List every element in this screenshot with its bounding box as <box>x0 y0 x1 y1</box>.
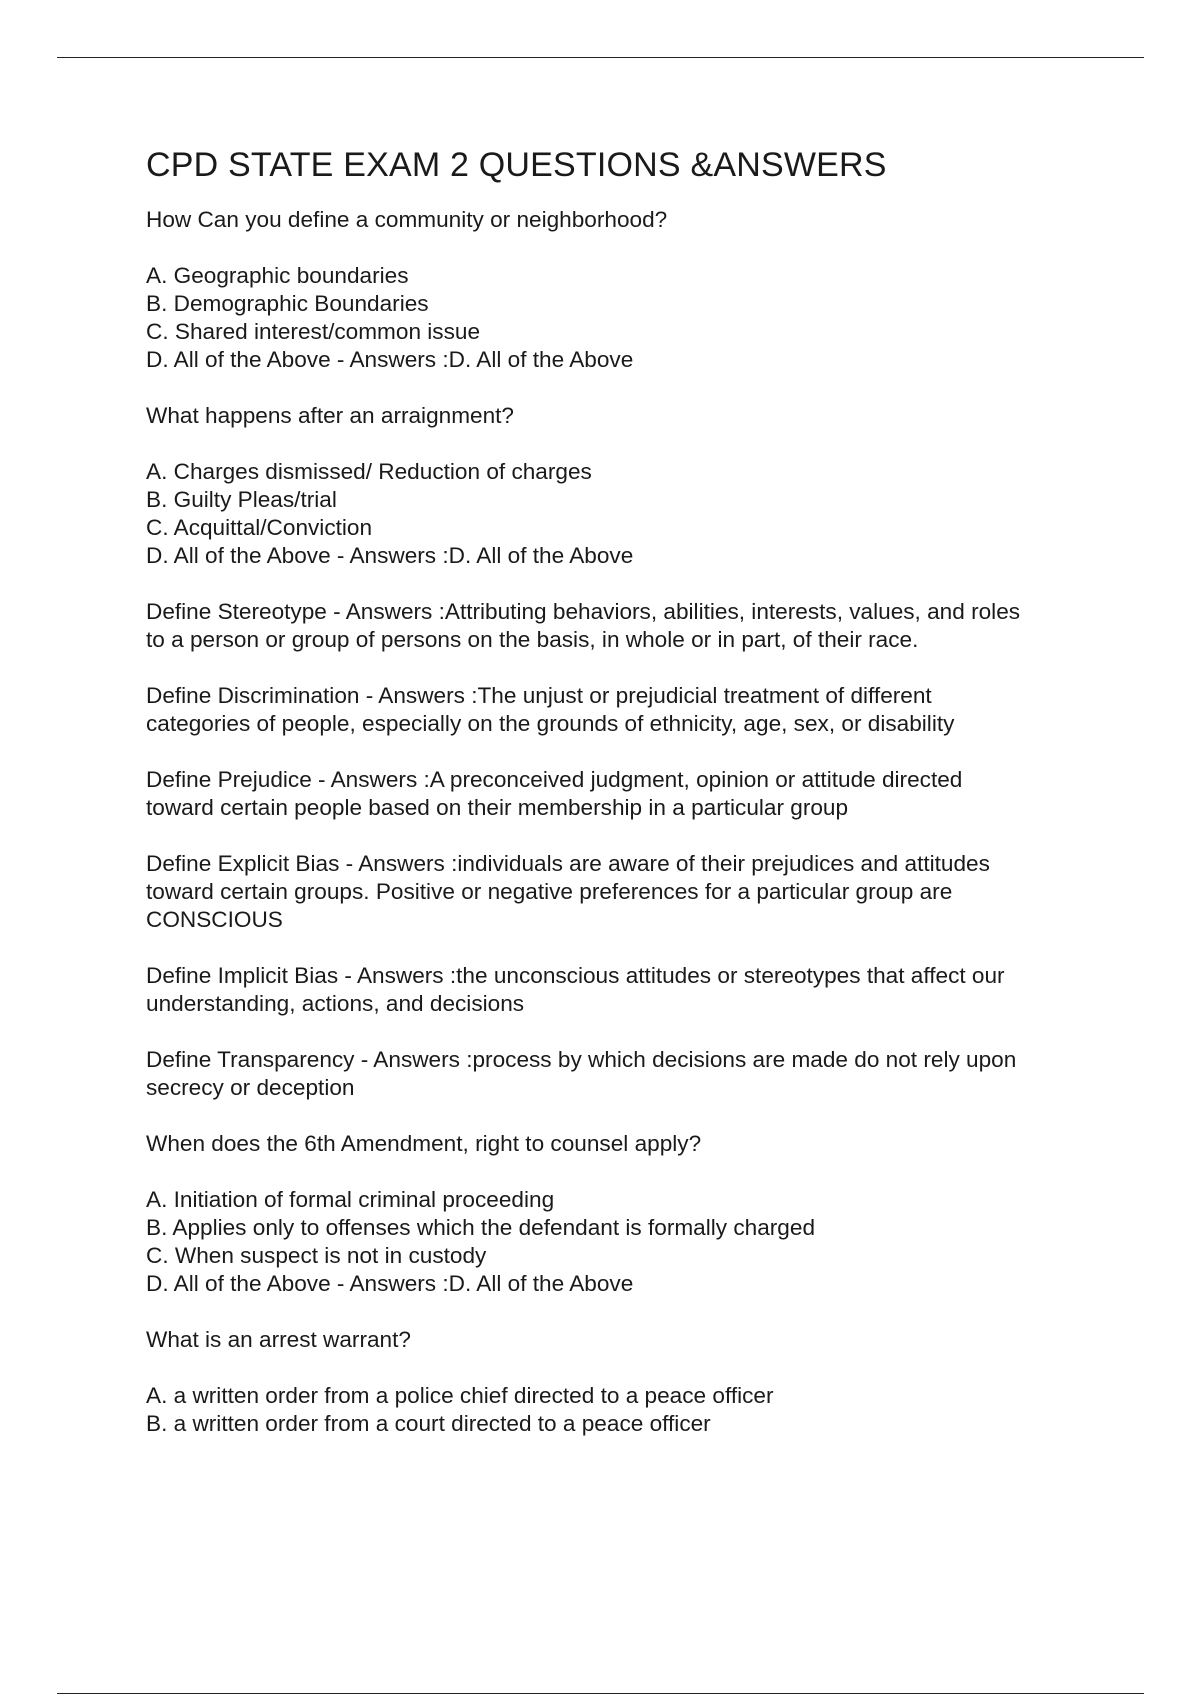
text-block <box>146 206 1106 234</box>
text-line: Define Prejudice - Answers :A preconceived judgment, opinion or attitude directed <box>146 767 963 792</box>
text-line: CONSCIOUS <box>146 907 283 932</box>
text-line: understanding, actions, and decisions <box>146 991 525 1016</box>
text-line: A. a written order from a police chief directed to a peace officer <box>146 1383 774 1408</box>
text-line: A. Charges dismissed/ Reduction of charges <box>146 459 592 484</box>
text-line: A. Initiation of formal criminal proceeding <box>146 1187 555 1212</box>
text-block <box>146 458 1106 570</box>
text-block <box>146 962 1106 1018</box>
document-title: CPD STATE EXAM 2 QUESTIONS &ANSWERS <box>146 146 887 184</box>
text-block <box>146 766 1106 822</box>
text-line: toward certain groups. Positive or negative preferences for a particular group are <box>146 879 953 904</box>
text-line: What is an arrest warrant? <box>146 1327 411 1352</box>
text-block <box>146 262 1106 374</box>
text-line: When does the 6th Amendment, right to counsel apply? <box>146 1131 702 1156</box>
text-line: D. All of the Above - Answers :D. All of the Above <box>146 347 634 372</box>
text-line: Define Stereotype - Answers :Attributing behaviors, abilities, interests, values, and roles <box>146 599 1021 624</box>
text-line: to a person or group of persons on the basis, in whole or in part, of their race. <box>146 627 919 652</box>
text-line: A. Geographic boundaries <box>146 263 409 288</box>
text-line: C. When suspect is not in custody <box>146 1243 487 1268</box>
text-line: toward certain people based on their membership in a particular group <box>146 795 849 820</box>
text-block <box>146 402 1106 430</box>
text-line: D. All of the Above - Answers :D. All of the Above <box>146 543 634 568</box>
text-line: C. Acquittal/Conviction <box>146 515 373 540</box>
text-line: B. a written order from a court directed to a peace officer <box>146 1411 711 1436</box>
text-block <box>146 1326 1106 1354</box>
text-line: categories of people, especially on the grounds of ethnicity, age, sex, or disability <box>146 711 955 736</box>
text-line: Define Transparency - Answers :process by which decisions are made do not rely upon <box>146 1047 1017 1072</box>
document-body <box>146 206 1106 1438</box>
document-page <box>146 140 1106 1466</box>
text-line: B. Guilty Pleas/trial <box>146 487 337 512</box>
text-line: D. All of the Above - Answers :D. All of the Above <box>146 1271 634 1296</box>
bottom-rule <box>57 1693 1144 1694</box>
text-line: Define Discrimination - Answers :The unjust or prejudicial treatment of different <box>146 683 932 708</box>
text-block <box>146 682 1106 738</box>
text-line: B. Applies only to offenses which the defendant is formally charged <box>146 1215 816 1240</box>
text-block <box>146 1186 1106 1298</box>
text-line: C. Shared interest/common issue <box>146 319 481 344</box>
text-block <box>146 1382 1106 1438</box>
text-block <box>146 1130 1106 1158</box>
top-rule <box>57 57 1144 58</box>
text-line: Define Explicit Bias - Answers :individuals are aware of their prejudices and attitudes <box>146 851 990 876</box>
text-line: Define Implicit Bias - Answers :the unconscious attitudes or stereotypes that affect our <box>146 963 1005 988</box>
text-block <box>146 1046 1106 1102</box>
text-block <box>146 850 1106 934</box>
text-line: B. Demographic Boundaries <box>146 291 429 316</box>
text-line: How Can you define a community or neighborhood? <box>146 207 668 232</box>
text-block <box>146 598 1106 654</box>
text-line: What happens after an arraignment? <box>146 403 514 428</box>
text-line: secrecy or deception <box>146 1075 355 1100</box>
